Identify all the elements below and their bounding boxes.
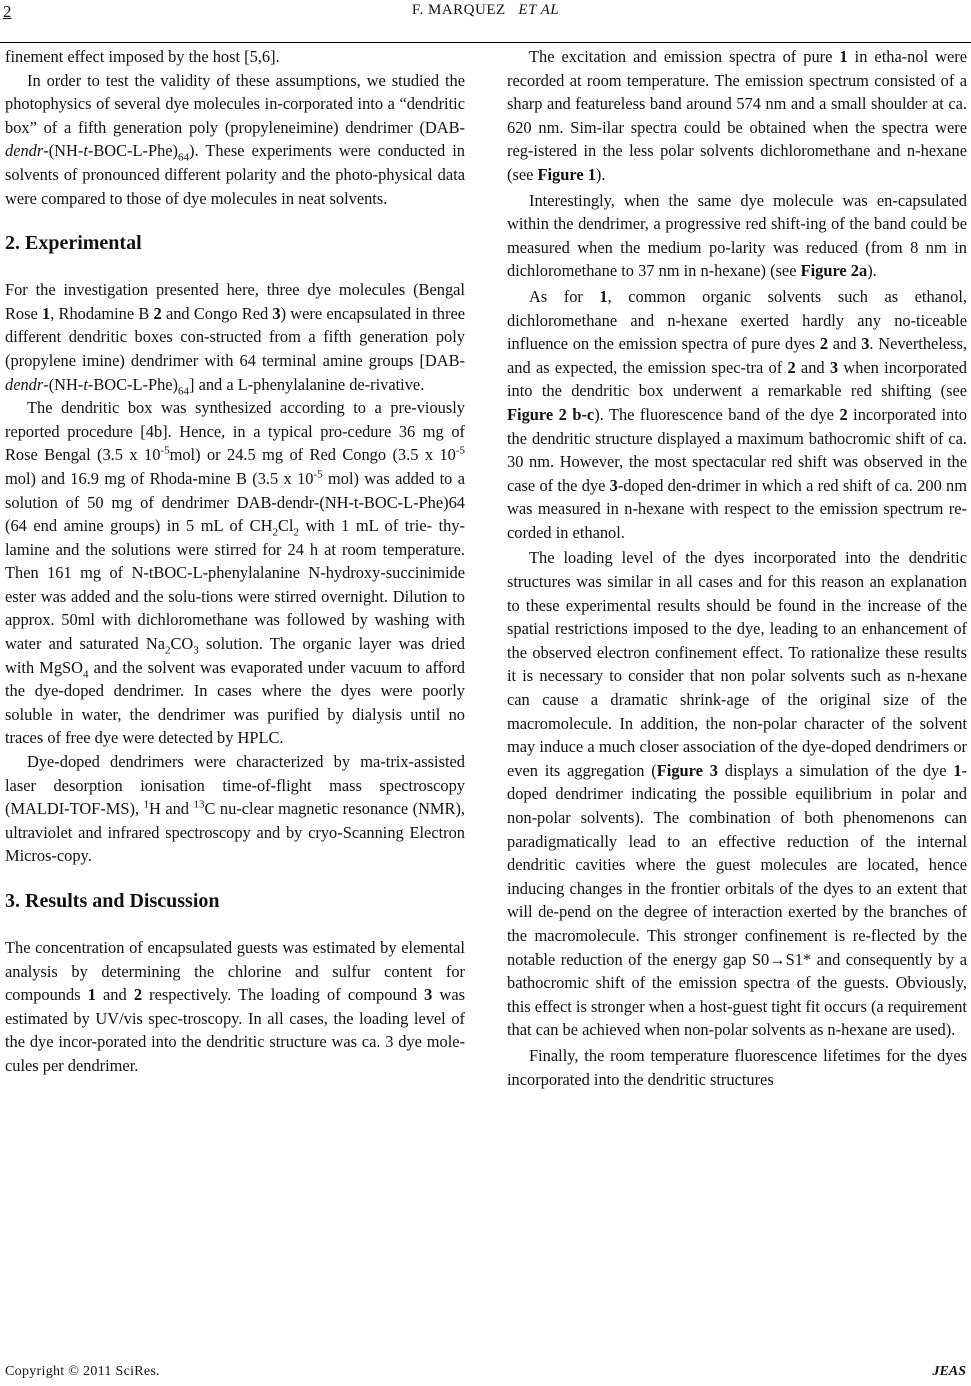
text: 3 — [829, 357, 839, 377]
text: solution. The organic layer was dried with MgSO — [5, 634, 465, 677]
paragraph — [5, 69, 465, 211]
text: 1 — [87, 985, 96, 1005]
paragraph — [5, 396, 465, 750]
text: incorporated into the dendritic structure displayed a maximum bathocromic shift of ca. 30 nm. However, the most spectacular red shift was observed in the case of the dye — [507, 404, 967, 495]
subscript: 4 — [83, 667, 89, 680]
left-column — [5, 45, 465, 1078]
text: dendr — [5, 374, 44, 394]
paragraph — [5, 45, 465, 69]
paragraph — [507, 189, 967, 283]
text: ). The fluorescence band of the dye — [594, 404, 840, 424]
text: CO — [170, 634, 194, 654]
text: -(NH- — [43, 141, 84, 161]
text: ). — [867, 261, 877, 281]
paragraph — [507, 546, 967, 1041]
text: , common organic solvents such as ethanol, dichloromethane and n-hexane exerted hardly any no-ticeable influence on the emission spectra of pure dyes — [507, 286, 967, 354]
text: t — [83, 141, 88, 161]
superscript: -5 — [160, 444, 170, 457]
text: 2 — [787, 357, 796, 377]
text: C nu-clear magnetic resonance (NMR), ultraviolet and infrared spectroscopy and by cryo-Scanning Electron Micros-copy. — [5, 799, 465, 866]
subscript: 3 — [193, 644, 199, 657]
journal-abbreviation: JEAS — [932, 1364, 966, 1379]
text: 2 — [819, 334, 829, 354]
text: 1 — [839, 47, 848, 66]
page-number: 2 — [3, 2, 12, 21]
text: in etha-nol were recorded at room temperature. The emission spectrum consisted of a sharp and featureless band around 574 nm and a small shoulder at ca. 620 nm. Sim-ilar spectra could be obtained when the spectra were reg-istered in the less polar solvents dichloromethane and n-hexane (see — [507, 47, 967, 184]
text: ] and a L-phenylalanine de-rivative. — [189, 374, 425, 394]
figure-reference: Figure 1 — [537, 164, 596, 184]
text: finement effect imposed by the host [5,6]. — [5, 47, 280, 66]
text: mol) or 24.5 mg of Red Congo (3.5 x 10 — [169, 445, 456, 465]
text: 1 — [599, 286, 608, 306]
text: Finally, the room temperature fluorescence lifetimes for the dyes incorporated into the dendritic structures — [507, 1045, 967, 1089]
text: mol) was added to a solution of 50 mg of dendrimer DAB-dendr-(NH-t-BOC-L-Phe)64 (64 end amine groups) in 5 mL of CH — [5, 468, 465, 536]
text: -doped den-drimer in which a red shift of ca. 200 nm was measured in n-hexane with respect to the emission spectrum re-corded in ethanol. — [507, 475, 967, 542]
text: ) were encapsulated in three different dendritic boxes con-structed from a fifth generation poly (propylene imine) dendrimer with 64 terminal amine groups [DAB- — [5, 303, 465, 370]
text: 2 — [839, 404, 848, 424]
paragraph — [5, 278, 465, 396]
text: Interestingly, when the same dye molecule was en-capsulated within the dendrimer, a progressive red shift-ing of the band could be measured when the medium po-larity was reduced (from 8 nm in dichloromethane to 37 nm in n-hexane) (see — [507, 190, 967, 281]
text: The excitation and emission spectra of pure — [529, 47, 840, 66]
copyright-notice: Copyright © 2011 SciRes. — [5, 1364, 160, 1379]
superscript: -5 — [455, 444, 466, 457]
text: The loading level of the dyes incorporated into the dendritic structures was similar in all cases and for this reason an explanation to these experimental results should be found in the increase of the spatial restrictions imposed to the dye, leading to an enhancement of the observed electron confinement effect. To rationalize these results it is necessary to consider that non polar solvents such as n-hexane can cause a dramatic shrink-age of the original size of the macromolecule. In addition, the non-polar character of the solvent may induce a much closer association of the dye-doped dendrimers or even its aggregation ( — [507, 548, 967, 780]
text: , Rhodamine B — [50, 303, 154, 323]
paragraph — [507, 45, 967, 187]
text: The dendritic box was synthesized according to a pre-viously reported procedure [4b]. Hence, in a typical pro-cedure 36 mg of Rose Bengal (3.5 x 10 — [5, 398, 465, 465]
superscript: 1 — [143, 798, 149, 811]
text: ). These experiments were conducted in solvents of pronounced different polarity and the photo-physical data were compared to those of dye molecules in neat solvents. — [5, 141, 465, 208]
text: Cl — [277, 516, 294, 536]
text: and Congo Red — [161, 303, 273, 323]
text: 3 — [861, 334, 870, 354]
text: mol) and 16.9 mg of Rhoda-mine B (3.5 x 10 — [5, 468, 314, 488]
text: -BOC-L-Phe) — [87, 374, 179, 394]
text: t — [83, 374, 88, 394]
text: Dye-doped dendrimers were characterized by ma-trix-assisted laser desorption ionisation time-of-flight mass spectroscopy (MALDI-TOF-MS), — [5, 752, 465, 819]
text: displays a simulation of the dye — [717, 760, 954, 780]
right-column — [507, 45, 967, 1091]
paragraph — [507, 1044, 967, 1091]
text: when incorporated into the dendritic box underwent a remarkable red shifting (see — [507, 357, 967, 401]
page-header — [0, 0, 971, 44]
header-rule — [0, 42, 971, 43]
paragraph — [507, 285, 967, 545]
text: For the investigation presented here, three dye molecules (Bengal Rose — [5, 280, 465, 323]
paragraph — [5, 936, 465, 1078]
text: and — [795, 357, 830, 377]
text: . Nevertheless, and as expected, the emission spec-tra of — [507, 334, 967, 377]
section-heading: 3. Results and Discussion — [5, 890, 220, 912]
paragraph — [5, 750, 465, 868]
text: 3 — [424, 985, 433, 1005]
superscript: -5 — [313, 468, 323, 481]
text: and — [95, 985, 134, 1005]
subscript: 2 — [293, 526, 299, 539]
text: -(NH- — [43, 374, 84, 394]
running-head-et-al: ET AL — [518, 2, 560, 18]
running-head-authors: F. MARQUEZ — [411, 2, 506, 18]
text: dendr — [5, 141, 44, 161]
text: was estimated by UV/vis spec-troscopy. In all cases, the loading level of the dye incor-porated into the dendritic structure was ca. 3 dye mole-cules per dendrimer. — [5, 985, 465, 1075]
figure-reference: Figure 3 — [656, 760, 718, 780]
text: 1 — [42, 303, 51, 323]
subscript: 64 — [178, 384, 190, 397]
text: -doped dendrimer indicating the possible equilibrium in polar and non-polar solvents). The combination of both phenomenons can paradigmatically lead to an effective reduction of the internal dendritic cavities where the guest molecules are located, hence inducing changes in the frontier orbitals of the dyes to an extent that will de-pend on the degree of interaction exerted by the branches of the macromolecule. This stronger confinement is re-flected by the notable reduction of the energy gap S0→S1* and consequently by a bathocromic shift of the emission spectra of the guests. Obviously, this effect is stronger when a host-guest tight fit occurs (a requirement that can be achieved when non-polar solvents as n-hexane are used). — [507, 760, 968, 1040]
figure-reference: Figure 2 b-c — [507, 404, 595, 424]
section-heading: 2. Experimental — [5, 232, 142, 255]
text: The concentration of encapsulated guests was estimated by elemental analysis by determining the chlorine and sulfur content for compounds — [5, 938, 465, 1005]
text: -BOC-L-Phe) — [87, 141, 179, 161]
text: 3 — [609, 475, 618, 495]
text: respectively. The loading of compound — [142, 985, 425, 1005]
text: 2 — [153, 303, 162, 323]
running-head — [0, 2, 971, 19]
text: and — [828, 334, 862, 354]
text: and the solvent was evaporated under vacuum to afford the dye-doped dendrimer. In cases where the dyes were poorly soluble in water, the dendrimer was purified by dialysis until no traces of free dye were detected by HPLC. — [5, 657, 465, 748]
subscript: 2 — [272, 526, 278, 539]
text: ). — [595, 164, 606, 184]
text: with 1 mL of trie- thy-lamine and the solutions were stirred for 24 h at room temperature. Then 161 mg of N-tBOC-L-phenylalanine N-hydroxy-succinimide ester was added and the solu-tions were stirred overnight. Dilution to approx. 50ml with dichloromethane was followed by washing with water and saturated Na — [5, 516, 465, 654]
superscript: 13 — [193, 798, 205, 811]
text: In order to test the validity of these assumptions, we studied the photophysics of several dye molecules in-corporated into a “dendritic box” of a fifth generation poly (propyleneimine) dendrimer (DAB- — [5, 70, 465, 137]
text: 1 — [953, 760, 962, 780]
figure-reference: Figure 2a — [800, 261, 868, 281]
subscript: 2 — [165, 644, 171, 657]
text: 3 — [272, 303, 281, 323]
text: H and — [149, 799, 194, 819]
subscript: 64 — [178, 151, 190, 164]
text: 2 — [133, 985, 143, 1005]
text: As for — [529, 286, 600, 306]
